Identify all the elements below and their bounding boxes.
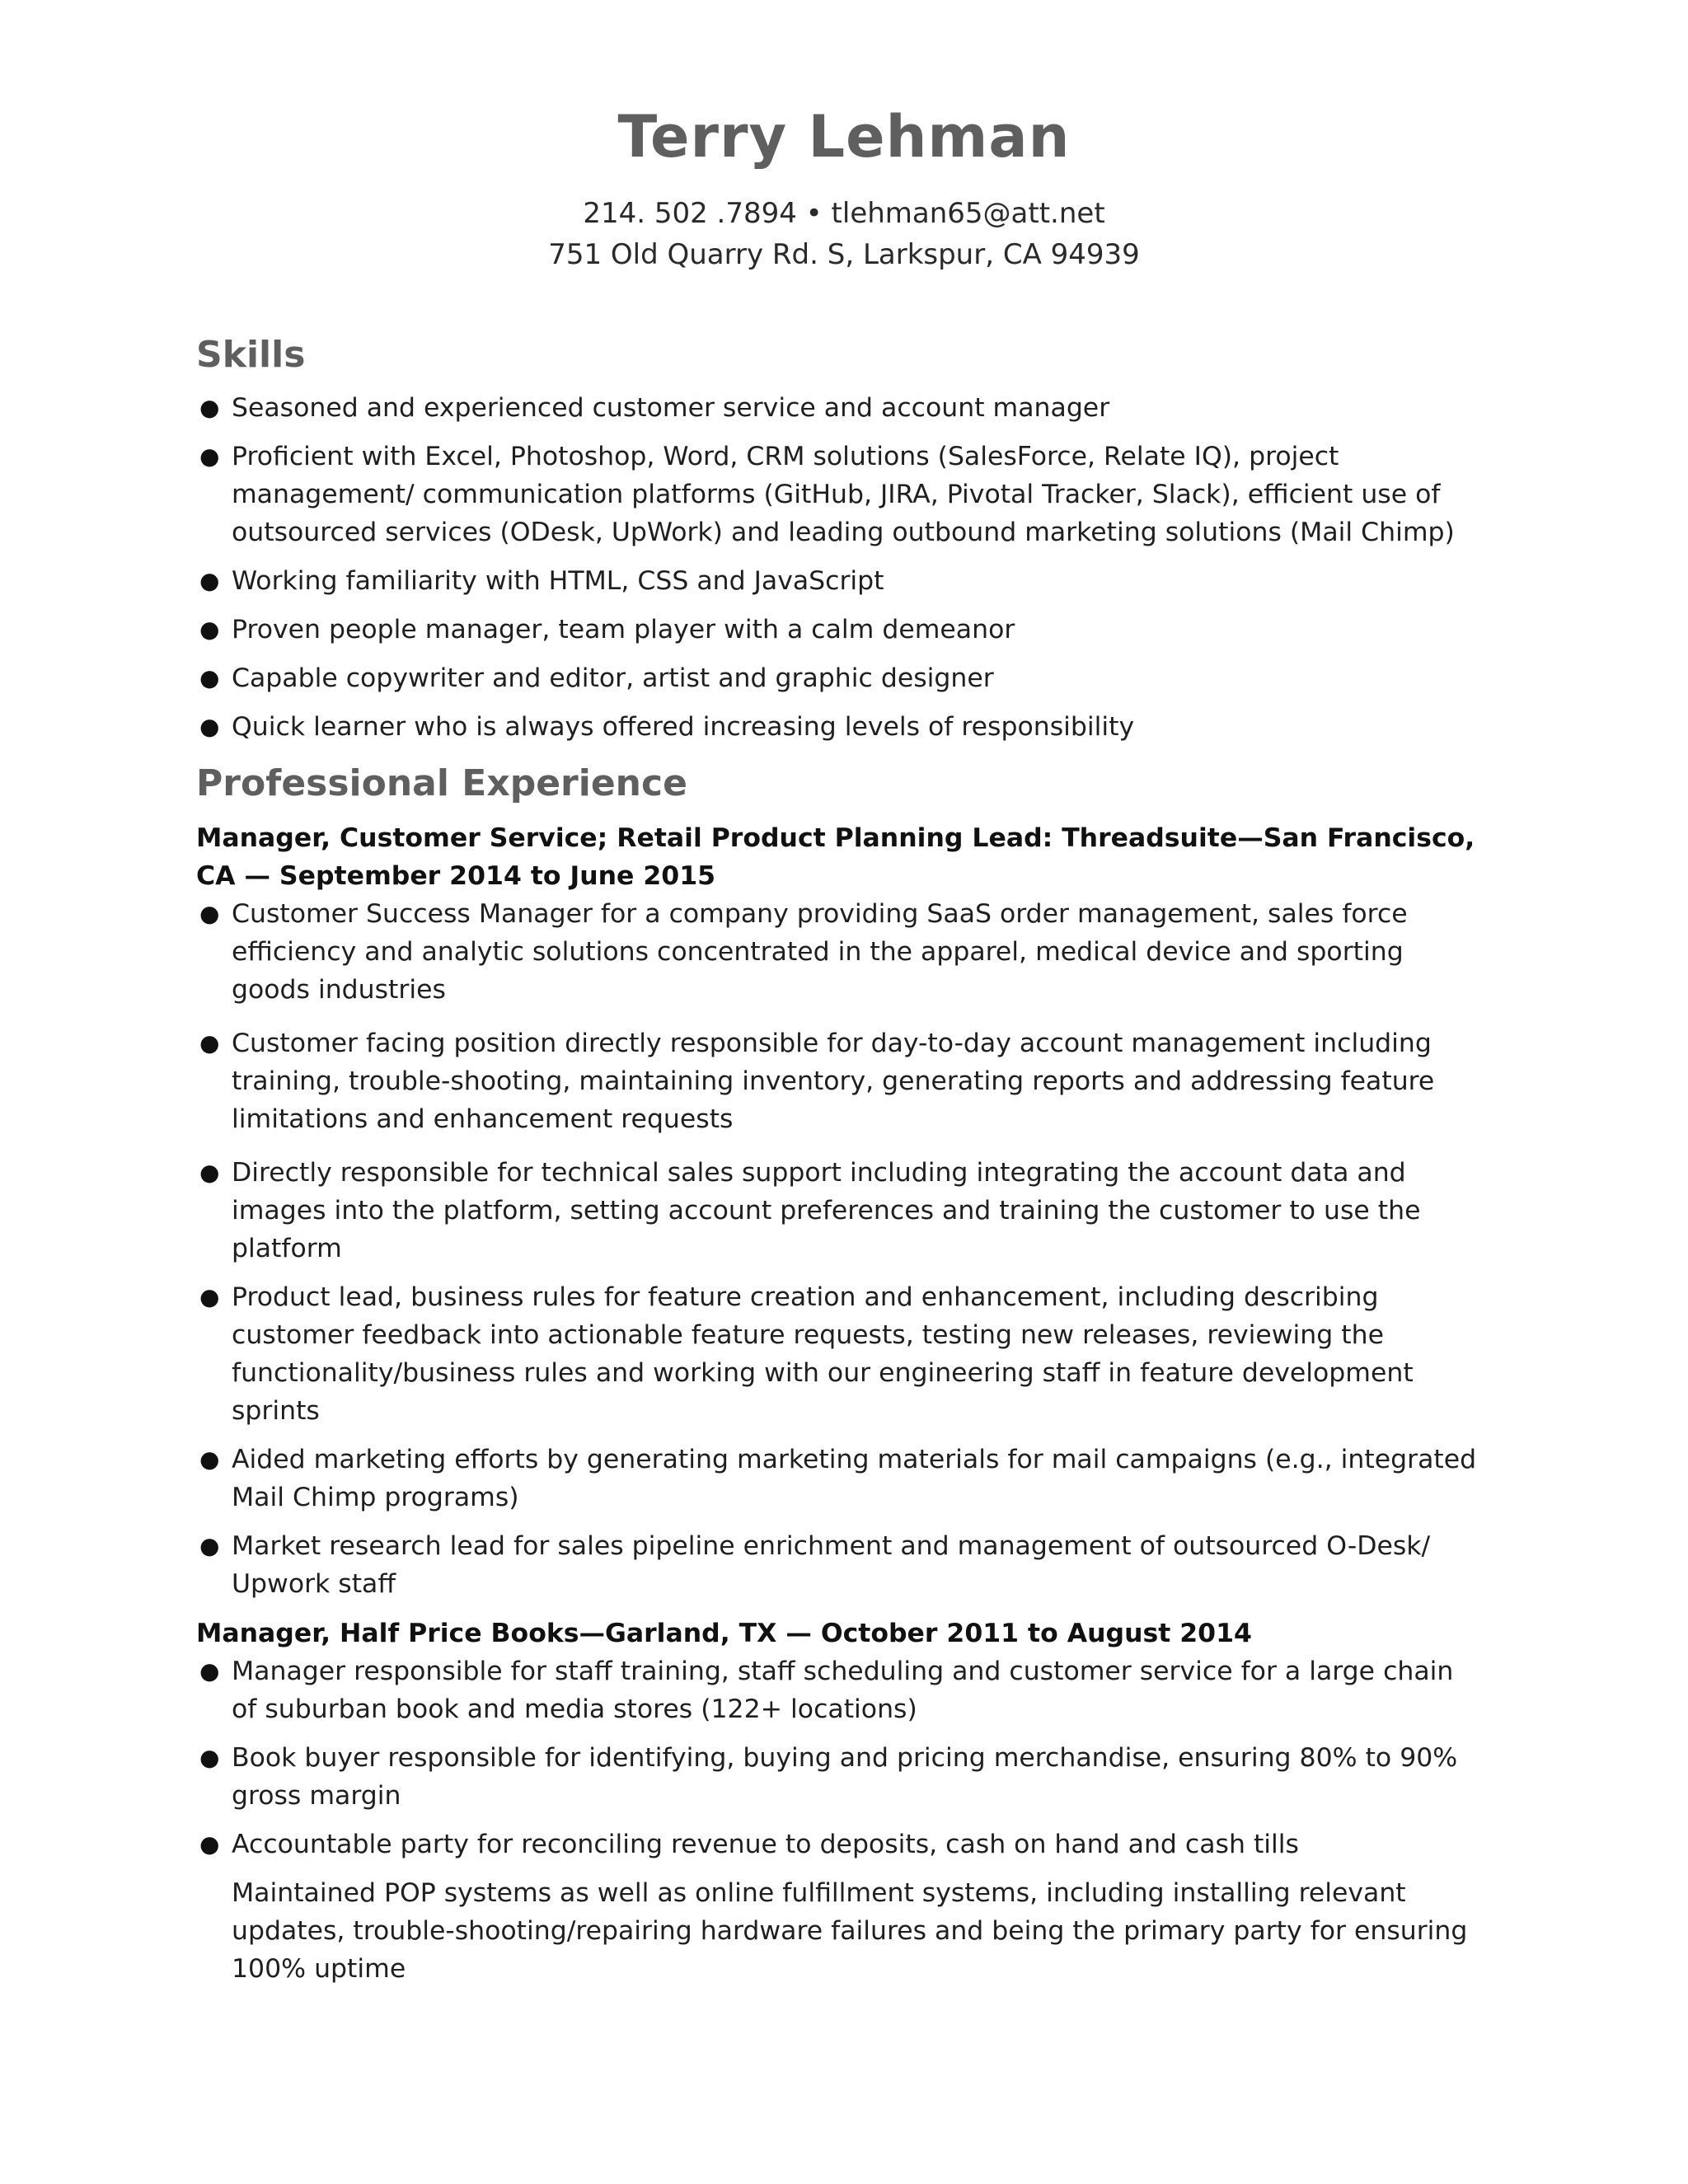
bullet-icon: ● (199, 443, 220, 470)
bullet-icon: ● (199, 1029, 220, 1057)
job-duties-threadsuite (196, 895, 1482, 1603)
bullet-icon: ● (199, 1446, 220, 1473)
list-item (196, 1739, 1482, 1815)
list-item (196, 708, 1482, 746)
list-item (196, 1278, 1482, 1430)
bullet-icon: ● (199, 1657, 220, 1685)
bullet-icon: ● (199, 1283, 220, 1310)
duty-text: Customer facing position directly responsible for day-to-day account management including training, trouble-shooting, maintaining inventory, generating reports and addressing feature limitations and enhancement requests (232, 1029, 1435, 1134)
experience-heading: Professional Experience (196, 762, 687, 804)
resume-header (0, 97, 1688, 275)
skill-text: Proficient with Excel, Photoshop, Word, CRM solutions (SalesForce, Relate IQ), project management/ communication platforms (GitHub, JIRA, Pivotal Tracker, Slack), efficient use of outsourced services (ODesk, UpWork) and leading outbound marketing solutions (Mail Chimp) (232, 442, 1455, 547)
list-item (196, 1024, 1482, 1138)
bullet-icon: ● (199, 616, 220, 643)
duty-text: Customer Success Manager for a company providing SaaS order management, sales force efficiency and analytic solutions concentrated in the apparel, medical device and sporting goods industries (232, 899, 1408, 1005)
bullet-icon: ● (199, 900, 220, 927)
list-item (196, 1825, 1482, 1863)
list-item (196, 389, 1482, 427)
skills-heading: Skills (196, 334, 306, 376)
list-item (196, 438, 1482, 551)
bullet-icon: ● (199, 567, 220, 594)
skill-text: Proven people manager, team player with a calm demeanor (232, 615, 1015, 644)
bullet-icon: ● (199, 1532, 220, 1559)
skill-text: Capable copywriter and editor, artist and graphic designer (232, 663, 994, 693)
list-item (196, 1527, 1482, 1603)
resume-body (196, 328, 1482, 1999)
bullet-icon: ● (199, 713, 220, 740)
skills-list (196, 389, 1482, 746)
duty-text: Market research lead for sales pipeline enrichment and management of outsourced O-Desk/ Upwork staff (232, 1531, 1431, 1599)
list-item (196, 1154, 1482, 1268)
duty-text: Manager responsible for staff training, staff scheduling and customer service for a large chain of suburban book and media stores (122+ locations) (232, 1657, 1454, 1724)
list-item (196, 1652, 1482, 1728)
duty-text: Maintained POP systems as well as online fulfillment systems, including installing relevant updates, trouble-shooting/repairing hardware failures and being the primary party for ensuring 100% uptime (232, 1878, 1468, 1984)
duty-text: Accountable party for reconciling revenue to deposits, cash on hand and cash tills (232, 1830, 1299, 1859)
skill-text: Seasoned and experienced customer service and account manager (232, 393, 1110, 423)
skill-text: Quick learner who is always offered increasing levels of responsibility (232, 712, 1135, 742)
job-heading-threadsuite: Manager, Customer Service; Retail Product Planning Lead: Threadsuite—San Francisco, CA — September 2014 to June 2015 (196, 823, 1475, 891)
bullet-icon: ● (199, 1830, 220, 1858)
bullet-icon: ● (199, 394, 220, 421)
candidate-name: Terry Lehman (617, 103, 1071, 171)
duty-text: Aided marketing efforts by generating marketing materials for mail campaigns (e.g., integrated Mail Chimp programs) (232, 1445, 1477, 1512)
bullet-icon: ● (199, 1744, 220, 1771)
list-item (196, 562, 1482, 600)
bullet-icon: ● (199, 664, 220, 691)
job-duties-half-price-books (196, 1652, 1482, 1988)
list-item (196, 1441, 1482, 1516)
list-item (196, 659, 1482, 697)
job-heading-half-price-books: Manager, Half Price Books—Garland, TX — October 2011 to August 2014 (196, 1619, 1252, 1648)
duty-text: Product lead, business rules for feature creation and enhancement, including describing customer feedback into actionable feature requests, testing new releases, reviewing the functionality/business rules and working with our engineering staff in feature development sprints (232, 1282, 1414, 1426)
contact-address: 751 Old Quarry Rd. S, Larkspur, CA 94939 (548, 238, 1140, 271)
duty-text: Book buyer responsible for identifying, buying and pricing merchandise, ensuring 80% to 90% gross margin (232, 1743, 1458, 1811)
list-item (196, 611, 1482, 649)
list-item (196, 1874, 1482, 1988)
duty-text: Directly responsible for technical sales support including integrating the account data and images into the platform, setting account preferences and training the customer to use the platform (232, 1158, 1421, 1263)
contact-phone-email: 214. 502 .7894 • tlehman65@att.net (583, 197, 1105, 230)
skill-text: Working familiarity with HTML, CSS and JavaScript (232, 566, 884, 596)
bullet-icon: ● (199, 1159, 220, 1186)
list-item (196, 895, 1482, 1009)
